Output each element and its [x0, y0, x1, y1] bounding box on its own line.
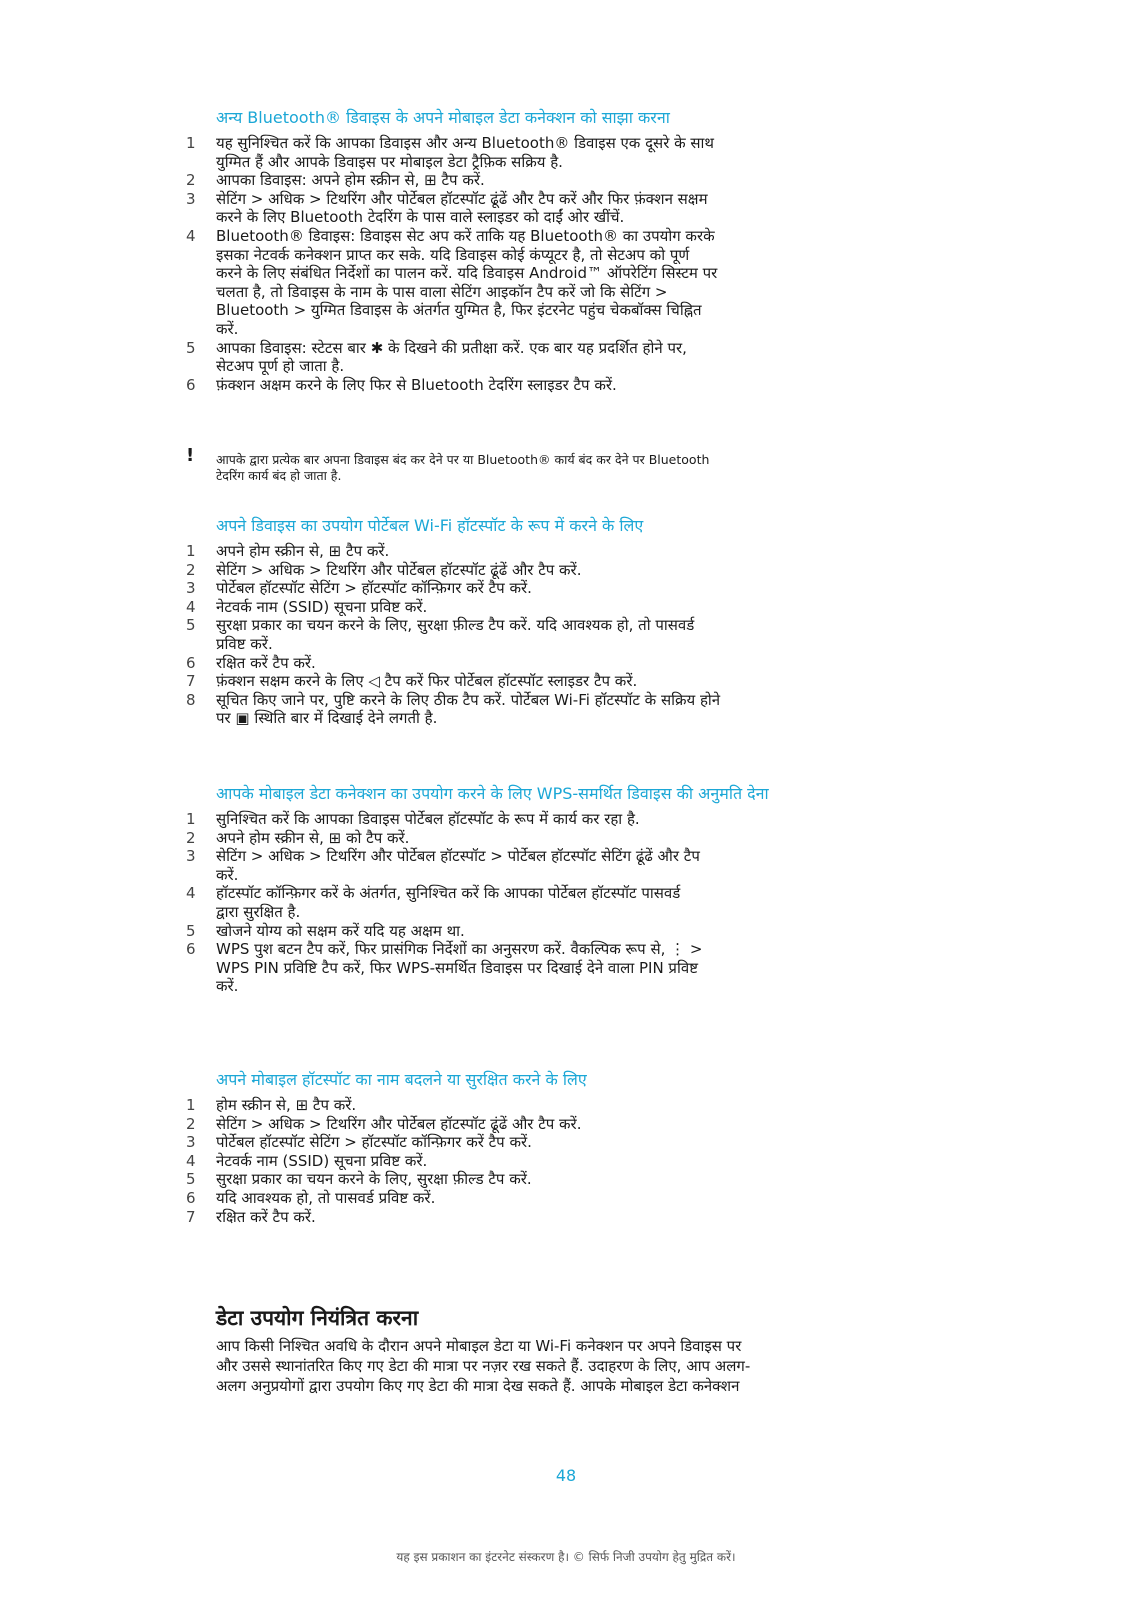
step-text-line: सुरक्षा प्रकार का चयन करने के लिए, सुरक्षा फ़ील्ड टैप करें. — [216, 1170, 532, 1189]
step-item — [186, 1152, 946, 1171]
step-text-line: रक्षित करें टैप करें. — [216, 1207, 316, 1226]
step-number: 4 — [186, 226, 196, 245]
step-number: 2 — [186, 1114, 196, 1133]
step-number: 1 — [186, 134, 196, 152]
step-item — [186, 829, 946, 848]
step-number: 5 — [186, 921, 196, 940]
step-text-line: पोर्टेबल हॉटस्पॉट सेटिंग > हॉटस्पॉट कॉन्फ़िगर करें टैप करें. — [216, 579, 532, 598]
step-item — [186, 190, 946, 227]
step-item — [186, 561, 946, 580]
step-item — [186, 376, 946, 395]
step-text-line: होम स्क्रीन से, ⊞ टैप करें. — [216, 1096, 357, 1114]
step-item — [186, 1189, 946, 1208]
step-item — [186, 847, 946, 884]
step-number: 7 — [186, 672, 196, 691]
steps-list — [186, 134, 946, 394]
step-number: 6 — [186, 940, 196, 959]
step-text-line: सेटिंग > अधिक > टिथरिंग और पोर्टेबल हॉटस्पॉट ढूंढें और टैप करें और फिर फ़ंक्शन सक्षम — [216, 189, 708, 208]
step-text-line: सेटअप पूर्ण हो जाता है. — [216, 357, 345, 376]
step-item — [186, 579, 946, 598]
step-number: 2 — [186, 828, 196, 847]
step-item — [186, 1170, 946, 1189]
step-item — [186, 542, 946, 561]
step-number: 6 — [186, 375, 196, 394]
step-item — [186, 134, 946, 171]
step-number: 4 — [186, 884, 196, 903]
step-text-line: Bluetooth® डिवाइस: डिवाइस सेट अप करें ताकि यह Bluetooth® का उपयोग करके — [216, 226, 715, 245]
section-title: अपने डिवाइस का उपयोग पोर्टेबल Wi-Fi हॉटस्पॉट के रूप में करने के लिए — [216, 516, 644, 535]
step-text-line: करें. — [216, 865, 239, 884]
step-item — [186, 940, 946, 996]
step-text-line: फ़ंक्शन अक्षम करने के लिए फिर से Bluetooth टेदरिंग स्लाइडर टैप करें. — [216, 375, 617, 394]
step-number: 3 — [186, 579, 196, 598]
step-text-line: नेटवर्क नाम (SSID) सूचना प्रविष्ट करें. — [216, 1151, 428, 1170]
step-text-line: प्रविष्ट करें. — [216, 634, 273, 653]
warning-note — [186, 445, 906, 484]
exclamation-icon: ! — [186, 445, 195, 466]
step-item — [186, 339, 946, 376]
step-item — [186, 810, 946, 829]
step-text-line: इसका नेटवर्क कनेक्शन प्राप्त कर सके. यदि डिवाइस कोई कंप्यूटर है, तो सेटअप को पूर्ण — [216, 245, 690, 264]
step-text-line: सूचित किए जाने पर, पुष्टि करने के लिए ठीक टैप करें. पोर्टेबल Wi-Fi हॉटस्पॉट के सक्रिय होने — [216, 690, 721, 709]
step-text-line: हॉटस्पॉट कॉन्फ़िगर करें के अंतर्गत, सुनिश्चित करें कि आपका पोर्टेबल हॉटस्पॉट पासवर्ड — [216, 884, 681, 903]
steps-list — [186, 542, 946, 728]
step-text-line: WPS PIN प्रविष्टि टैप करें, फिर WPS-समर्थित डिवाइस पर दिखाई देने वाला PIN प्रविष्ट — [216, 958, 698, 977]
step-text-line: अपने होम स्क्रीन से, ⊞ टैप करें. — [216, 542, 390, 560]
footer-text: यह इस प्रकाशन का इंटरनेट संस्करण है। © सिर्फ निजी उपयोग हेतु मुद्रित करें। — [396, 1550, 736, 1564]
steps-list — [186, 1096, 946, 1226]
step-text-line: करने के लिए Bluetooth टेदरिंग के पास वाले स्लाइडर को दाईं ओर खींचें. — [216, 208, 625, 227]
step-text-line: करने के लिए संबंधित निर्देशों का पालन करें. यदि डिवाइस Android™ ऑपरेटिंग सिस्टम पर — [216, 264, 718, 283]
step-number: 3 — [186, 847, 196, 866]
step-text-line: Bluetooth > युग्मित डिवाइस के अंतर्गत युग्मित है, फिर इंटरनेट पहुंच चेकबॉक्स चिह्नित — [216, 301, 702, 320]
step-text-line: चलता है, तो डिवाइस के नाम के पास वाला सेटिंग आइकॉन टैप करें जो कि सेटिंग > — [216, 282, 668, 301]
step-text-line: करें. — [216, 319, 239, 338]
note-text: आपके द्वारा प्रत्येक बार अपना डिवाइस बंद कर देने पर या Bluetooth® कार्य बंद कर देने पर Bluetooth टेदरिंग कार्य बंद हो जाता है. — [216, 452, 710, 483]
step-number: 6 — [186, 653, 196, 672]
step-text-line: नेटवर्क नाम (SSID) सूचना प्रविष्ट करें. — [216, 597, 428, 616]
step-number: 1 — [186, 810, 196, 828]
step-text-line: अपने होम स्क्रीन से, ⊞ को टैप करें. — [216, 828, 410, 847]
step-text-line: करें. — [216, 977, 239, 996]
step-item — [186, 922, 946, 941]
step-number: 4 — [186, 597, 196, 616]
heading-data-usage: डेटा उपयोग नियंत्रित करना — [216, 1306, 419, 1330]
step-text-line: यदि आवश्यक हो, तो पासवर्ड प्रविष्ट करें. — [216, 1188, 436, 1207]
step-item — [186, 654, 946, 673]
steps-list — [186, 810, 946, 996]
step-item — [186, 616, 946, 653]
step-item — [186, 1133, 946, 1152]
step-number: 4 — [186, 1151, 196, 1170]
step-item — [186, 672, 946, 691]
step-text-line: पोर्टेबल हॉटस्पॉट सेटिंग > हॉटस्पॉट कॉन्फ़िगर करें टैप करें. — [216, 1133, 532, 1152]
step-item — [186, 1096, 946, 1115]
step-text-line: पर ▣ स्थिति बार में दिखाई देने लगती है. — [216, 709, 438, 728]
step-text-line: सुरक्षा प्रकार का चयन करने के लिए, सुरक्षा फ़ील्ड टैप करें. यदि आवश्यक हो, तो पासवर्ड — [216, 616, 695, 635]
step-item — [186, 1208, 946, 1227]
step-text-line: WPS पुश बटन टैप करें, फिर प्रासंगिक निर्देशों का अनुसरण करें. वैकल्पिक रूप से, ⋮ > — [216, 940, 703, 959]
step-number: 1 — [186, 542, 196, 560]
step-text-line: यह सुनिश्चित करें कि आपका डिवाइस और अन्य Bluetooth® डिवाइस एक दूसरे के साथ — [216, 134, 714, 152]
step-number: 6 — [186, 1188, 196, 1207]
step-item — [186, 598, 946, 617]
step-text-line: आपका डिवाइस: अपने होम स्क्रीन से, ⊞ टैप करें. — [216, 171, 485, 190]
section-rename-hotspot — [186, 1070, 946, 1226]
step-number: 3 — [186, 1133, 196, 1152]
step-number: 5 — [186, 338, 196, 357]
body-paragraph: आप किसी निश्चित अवधि के दौरान अपने मोबाइल डेटा या Wi-Fi कनेक्शन पर अपने डिवाइस पर और उससे स्थानांतरित किए गए डेटा की मात्रा पर नज़र रख सकते हैं. उदाहरण के लिए, आप अलग- अलग अनुप्रयोगों द्वारा उपयोग किए गए डेटा की मात्रा देख सकते हैं. आपके मोबाइल डेटा कनेक्शन — [216, 1337, 751, 1395]
step-text-line: आपका डिवाइस: स्टेटस बार ✱ के दिखने की प्रतीक्षा करें. एक बार यह प्रदर्शित होने पर, — [216, 338, 687, 357]
step-number: 5 — [186, 1170, 196, 1189]
step-text-line: रक्षित करें टैप करें. — [216, 653, 316, 672]
step-item — [186, 171, 946, 190]
section-title: अन्य Bluetooth® डिवाइस के अपने मोबाइल डेटा कनेक्शन को साझा करना — [216, 108, 670, 127]
step-number: 2 — [186, 171, 196, 190]
section-wps-device — [186, 784, 946, 996]
page-number: 48 — [555, 1466, 577, 1485]
section-wifi-hotspot — [186, 516, 946, 728]
step-text-line: द्वारा सुरक्षित है. — [216, 902, 301, 921]
section-title: अपने मोबाइल हॉटस्पॉट का नाम बदलने या सुरक्षित करने के लिए — [216, 1070, 587, 1089]
step-number: 1 — [186, 1096, 196, 1114]
step-item — [186, 691, 946, 728]
step-text-line: सेटिंग > अधिक > टिथरिंग और पोर्टेबल हॉटस्पॉट > पोर्टेबल हॉटस्पॉट सेटिंग ढूंढें और टैप — [216, 847, 700, 866]
section-bluetooth-tethering — [186, 108, 946, 394]
step-item — [186, 227, 946, 339]
step-text-line: सुनिश्चित करें कि आपका डिवाइस पोर्टेबल हॉटस्पॉट के रूप में कार्य कर रहा है. — [216, 810, 640, 828]
step-number: 8 — [186, 690, 196, 709]
step-text-line: युग्मित हैं और आपके डिवाइस पर मोबाइल डेटा ट्रैफ़िक सक्रिय है. — [216, 152, 563, 171]
section-title: आपके मोबाइल डेटा कनेक्शन का उपयोग करने के लिए WPS-समर्थित डिवाइस की अनुमति देना — [216, 784, 769, 803]
step-number: 2 — [186, 560, 196, 579]
step-number: 5 — [186, 616, 196, 635]
step-item — [186, 1115, 946, 1134]
step-text-line: सेटिंग > अधिक > टिथरिंग और पोर्टेबल हॉटस्पॉट ढूंढें और टैप करें. — [216, 560, 582, 579]
step-item — [186, 884, 946, 921]
step-text-line: सेटिंग > अधिक > टिथरिंग और पोर्टेबल हॉटस्पॉट ढूंढें और टैप करें. — [216, 1114, 582, 1133]
step-text-line: फ़ंक्शन सक्षम करने के लिए ◁ टैप करें फिर पोर्टेबल हॉटस्पॉट स्लाइडर टैप करें. — [216, 672, 638, 691]
step-text-line: खोजने योग्य को सक्षम करें यदि यह अक्षम था. — [216, 921, 465, 940]
step-number: 3 — [186, 189, 196, 208]
step-number: 7 — [186, 1207, 196, 1226]
